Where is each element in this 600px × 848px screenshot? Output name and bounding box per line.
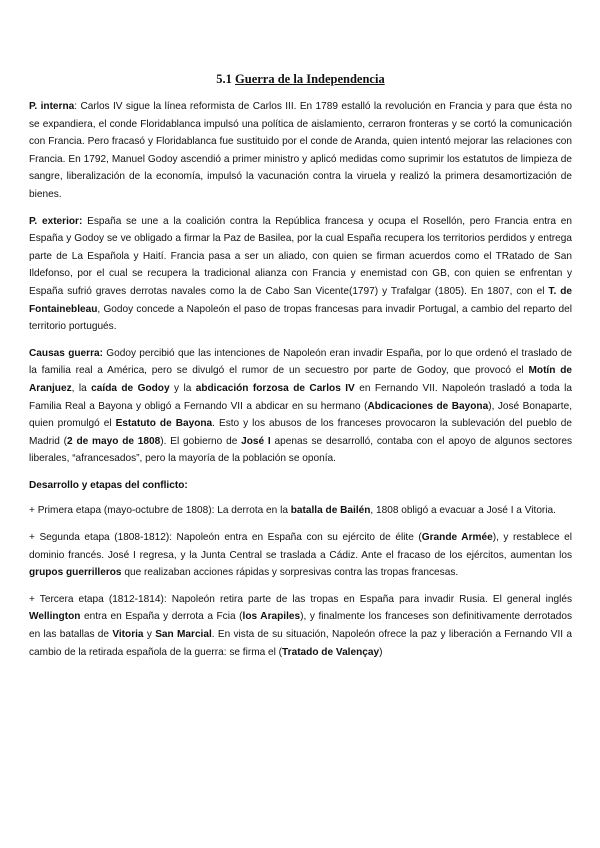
- paragraph-politica-exterior: P. exterior: España se une a la coalición contra la República francesa y ocupa el Rosellón, pero Francia entra en España y Godoy se ve obligado a firmar la Paz de Basilea, por la cual España recupera los territorios perdidos y entrega parte de La Española y Haití. Francia pasa a ser un aliado, con quien se firman acuerdos como el TRatado de San Ildefonso, por el cual se recupera la tradicional alianza con Francia y enemistad con GB, con quien se enfrentan y España sufrió graves derrotas navales como la de Cabo San Vicente(1797) y Trafalgar (1805). En 1807, con el T. de Fontainebleau, Godoy concede a Napoleón el paso de tropas francesas para invadir Portugal, a cambio del reparto del territorio portugués.: [29, 215, 573, 333]
- label-politica-exterior: P. exterior:: [29, 215, 83, 227]
- page-title: [29, 70, 572, 88]
- paragraph-primera-etapa: + Primera etapa (mayo-octubre de 1808): La derrota en la batalla de Bailén, 1808 obligó a evacuar a José I a Vitoria.: [29, 505, 556, 517]
- paragraph-politica-interna: P. interna: Carlos IV sigue la línea reformista de Carlos III. En 1789 estalló la revolución en Francia y para que ésta no se expandiera, el conde Floridablanca impulsó una política de aislamiento, cerraron fronteras y se cortó la comunicación con Francia. Pero fracasó y Floridablanca fue sustituido por el conde de Aranda, quien intentó mejorar las relaciones con Francia. En 1792, Manuel Godoy ascendió a primer ministro y aplicó medidas como suprimir los estatutos de limpieza de sangre, liberalización de la economía, impulsó la vacunación contra la viruela y realizó la primera desamortización de bienes.: [29, 101, 572, 200]
- label-causas-guerra: Causas guerra:: [29, 347, 103, 359]
- paragraph-segunda-etapa: + Segunda etapa (1808-1812): Napoleón entra en España con su ejército de élite (Grande Armée), y restablece el dominio francés. José I regresa, y la Junta Central se traslada a Cádiz. Ante el fracaso de los ejércitos, aumentan los grupos guerrilleros que realizaban acciones rápidas y sorpresivas contra las tropas francesas.: [29, 532, 572, 579]
- label-politica-interna: P. interna: [29, 101, 75, 112]
- title-text: Guerra de la Independencia: [235, 72, 385, 86]
- section-heading-desarrollo: Desarrollo y etapas del conflicto:: [29, 479, 188, 491]
- document-page: [29, 70, 572, 670]
- title-number: 5.1: [216, 72, 232, 86]
- paragraph-causas-guerra: Causas guerra: Godoy percibió que las intenciones de Napoleón eran invadir España, por lo que ordenó el traslado de la familia real a América, pero se divulgó el rumor de un secuestro por parte de Godoy, que provocó el Motín de Aranjuez, la caída de Godoy y la abdicación forzosa de Carlos IV en Fernando VII. Napoleón trasladó a toda la Familia Real a Bayona y obligó a Fernando VII a abdicar en su hermano (Abdicaciones de Bayona), José Bonaparte, quien promulgó el Estatuto de Bayona. Esto y los abusos de los franceses provocaron la sublevación del pueblo de Madrid (2 de mayo de 1808). El gobierno de José I apenas se desarrolló, contaba con el apoyo de algunos sectores liberales, “afrancesados”, pero la mayoría de la población se oponía.: [29, 347, 572, 465]
- paragraph-tercera-etapa: + Tercera etapa (1812-1814): Napoleón retira parte de las tropas en España para invadir Rusia. El general inglés Wellington entra en España y derrota a Fcia (los Arapiles), y finalmente los franceses son definitivamente derrotados en las batallas de Vitoria y San Marcial. En vista de su situación, Napoleón ofrece la paz y liberación a Fernando VII a cambio de la retirada española de la guerra: se firma el (Tratado de Valençay): [29, 593, 572, 658]
